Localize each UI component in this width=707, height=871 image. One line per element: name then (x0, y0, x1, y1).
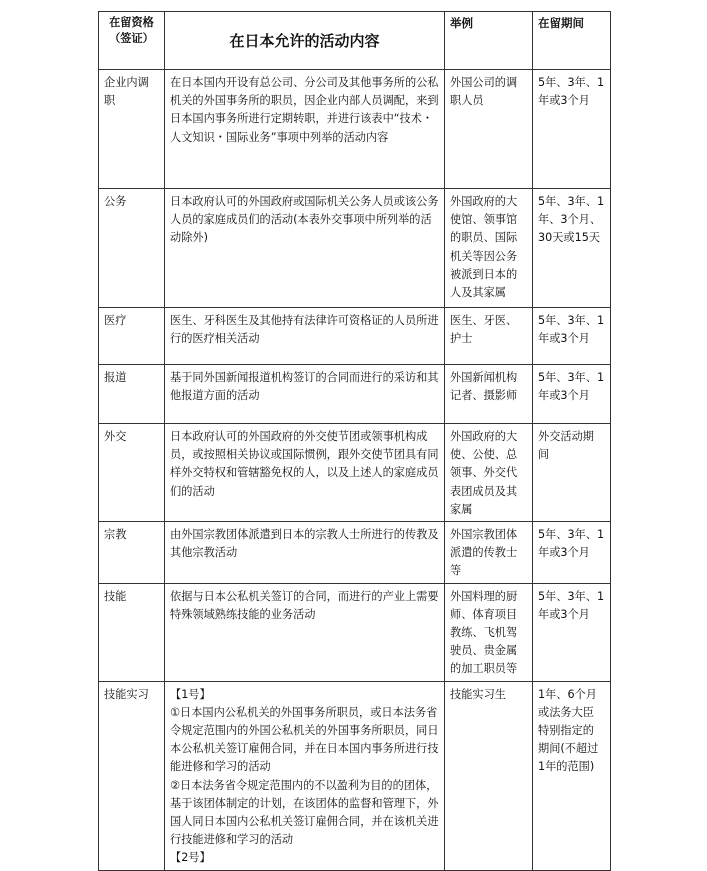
cell-activity: 依据与日本公私机关签订的合同，而进行的产业上需要特殊领域熟练技能的业务活动 (165, 583, 445, 681)
cell-period: 5年、3年、1年、3个月、30天或15天 (533, 189, 611, 308)
cell-status: 公务 (99, 189, 165, 308)
table-row (99, 681, 611, 870)
cell-status: 技能实习 (99, 681, 165, 870)
table-row (99, 308, 611, 365)
cell-status: 医疗 (99, 308, 165, 365)
activity-line: 【2号】 (170, 851, 211, 865)
activity-line: ②日本法务省令规定范围内的不以盈利为目的的团体，基于该团体制定的计划，在该团体的监督和管理下，外国人同日本国内公私机关签订雇佣合同，并在该机关进行技能进修和学习的活动 (170, 778, 439, 847)
cell-activity: 日本政府认可的外国政府或国际机关公务人员或该公务人员的家庭成员们的活动(本表外交事项中所列举的活动除外) (165, 189, 445, 308)
cell-example: 外国宗教团体派遣的传教士等 (445, 522, 533, 584)
table-row (99, 424, 611, 522)
cell-example: 外国新闻机构记者、摄影师 (445, 365, 533, 424)
cell-period: 1年、6个月或法务大臣特别指定的期间(不超过1年的范围) (533, 681, 611, 870)
cell-example: 外国公司的调职人员 (445, 70, 533, 189)
cell-activity: 日本政府认可的外国政府的外交使节团或领事机构成员，或按照相关协议或国际惯例，跟外交使节团具有同样外交特权和管辖豁免权的人，以及上述人的家庭成员们的活动 (165, 424, 445, 522)
table-row (99, 365, 611, 424)
table-row (99, 70, 611, 189)
visa-status-table (98, 11, 611, 871)
cell-status: 外交 (99, 424, 165, 522)
cell-example: 外国政府的大使、公使、总领事、外交代表团成员及其家属 (445, 424, 533, 522)
table-row (99, 522, 611, 584)
header-example: 举例 (445, 12, 533, 70)
cell-activity: 基于同外国新闻报道机构签订的合同而进行的采访和其他报道方面的活动 (165, 365, 445, 424)
cell-status: 企业内调职 (99, 70, 165, 189)
cell-period: 5年、3年、1年或3个月 (533, 365, 611, 424)
table-row (99, 189, 611, 308)
table-row (99, 583, 611, 681)
cell-activity: 医生、牙科医生及其他持有法律许可资格证的人员所进行的医疗相关活动 (165, 308, 445, 365)
cell-activity: 由外国宗教团体派遣到日本的宗教人士所进行的传教及其他宗教活动 (165, 522, 445, 584)
cell-example: 外国料理的厨师、体育项目教练、飞机驾驶员、贵金属的加工职员等 (445, 583, 533, 681)
cell-period: 5年、3年、1年或3个月 (533, 522, 611, 584)
cell-example: 外国政府的大使馆、领事馆的职员、国际机关等因公务被派到日本的人及其家属 (445, 189, 533, 308)
cell-period: 5年、3年、1年或3个月 (533, 308, 611, 365)
cell-example: 技能实习生 (445, 681, 533, 870)
cell-activity: 在日本国内开设有总公司、分公司及其他事务所的公私机关的外国事务所的职员，因企业内部人员调配，来到日本国内事务所进行定期转职，并进行该表中“技术・人文知识・国际业务”事项中列举的活动内容 (165, 70, 445, 189)
header-status: 在留资格 （签证） (99, 12, 165, 70)
cell-status: 报道 (99, 365, 165, 424)
table-header-row (99, 12, 611, 70)
header-activity: 在日本允许的活动内容 (165, 12, 445, 70)
cell-period: 5年、3年、1年或3个月 (533, 583, 611, 681)
header-period: 在留期间 (533, 12, 611, 70)
cell-activity (165, 681, 445, 870)
cell-example: 医生、牙医、护士 (445, 308, 533, 365)
cell-period: 外交活动期间 (533, 424, 611, 522)
cell-period: 5年、3年、1年或3个月 (533, 70, 611, 189)
cell-status: 宗教 (99, 522, 165, 584)
activity-line: ①日本国内公私机关的外国事务所职员，或日本法务省令规定范围内的外国公私机关的外国事务所职员，同日本公私机关签订雇佣合同，并在日本国内事务所进行技能进修和学习的活动 (170, 705, 439, 774)
activity-line: 【1号】 (170, 687, 211, 701)
cell-status: 技能 (99, 583, 165, 681)
